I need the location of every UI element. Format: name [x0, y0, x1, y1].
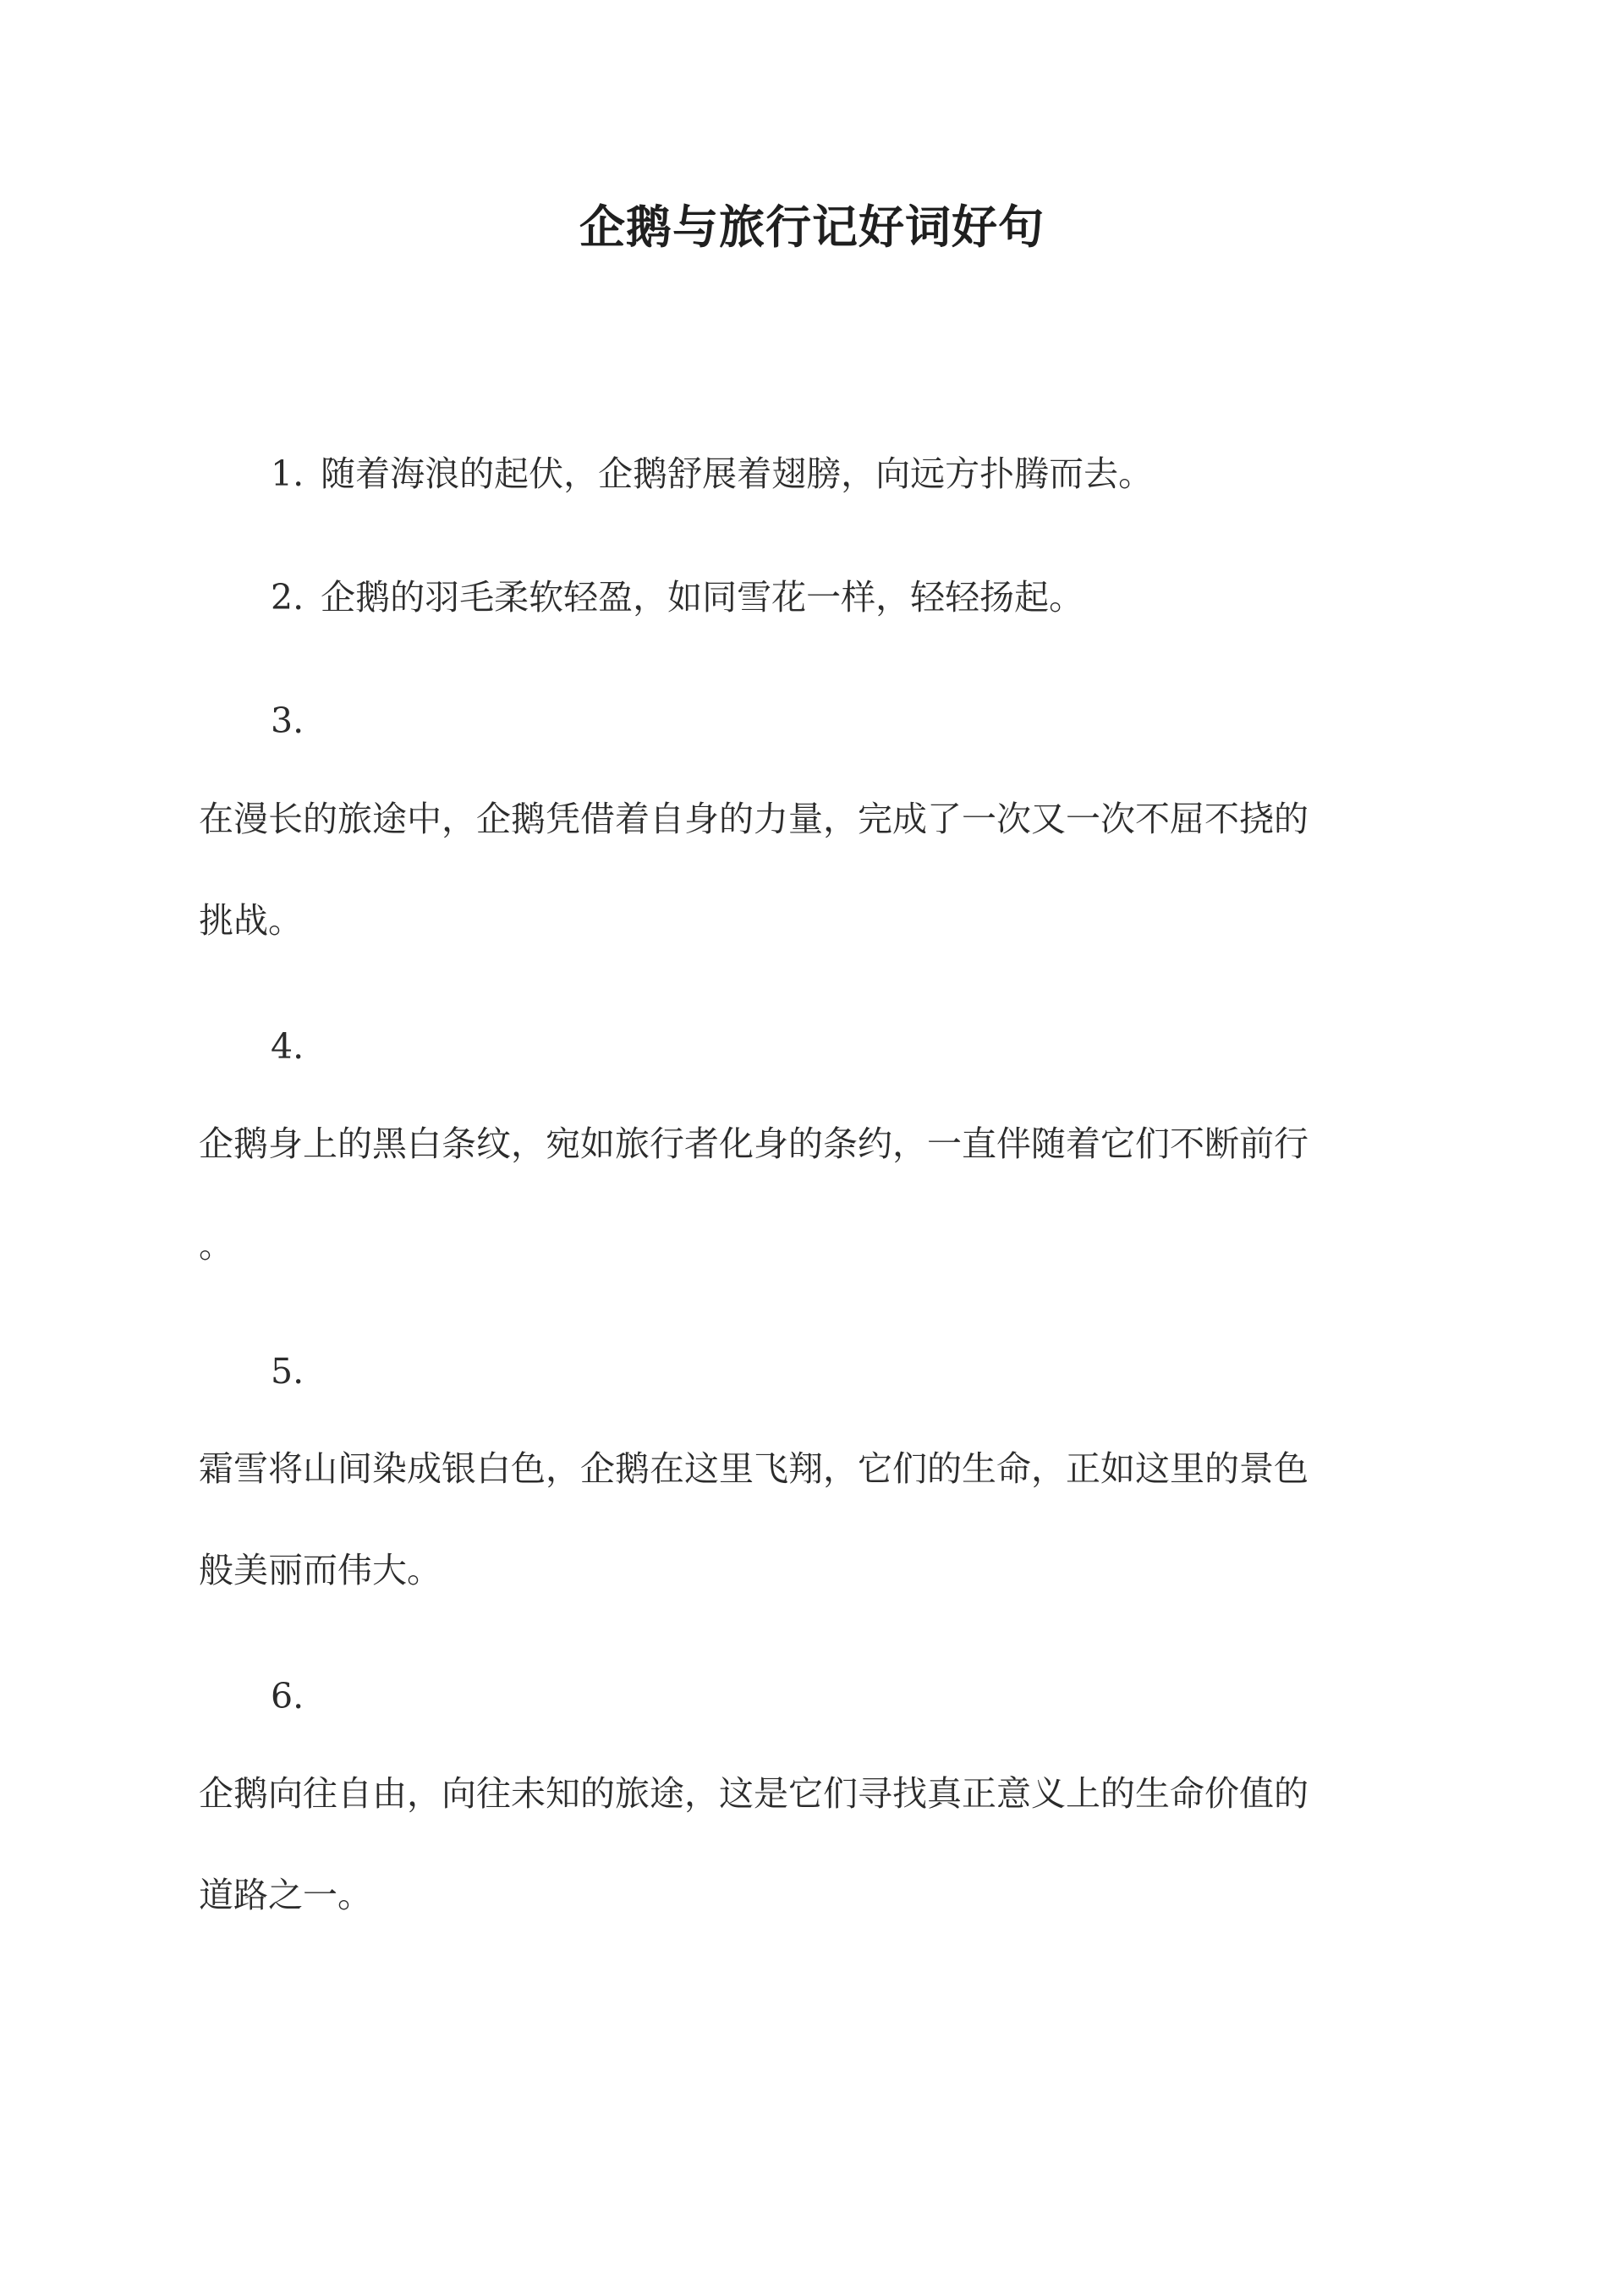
- item-number-4: 4.: [271, 1026, 304, 1067]
- list-item-2: [271, 572, 1084, 623]
- item-number-2: 2.: [271, 577, 304, 618]
- item-number-5: 5.: [271, 1351, 304, 1392]
- item-text-4-line-1: 企鹅身上的黑白条纹，宛如旅行者化身的条约，一直伴随着它们不断前行: [199, 1123, 1309, 1164]
- item-text-2: 企鹅的羽毛柔软轻盈，如同雪花一样，轻轻扬起。: [321, 577, 1084, 618]
- item-text-5-line-1: 霜雪将山间染成银白色，企鹅在这里飞翔，它们的生命，正如这里的景色: [199, 1448, 1309, 1489]
- item-text-1: 随着海浪的起伏，企鹅舒展着翅膀，向远方扑腾而去。: [321, 453, 1154, 494]
- item-number-1: 1.: [271, 453, 304, 494]
- item-number-6: 6.: [271, 1676, 304, 1717]
- item-text-6-line-2: 道路之一。: [199, 1875, 372, 1915]
- item-text-3-line-1: 在漫长的旅途中，企鹅凭借着自身的力量，完成了一次又一次不屈不挠的: [199, 799, 1309, 839]
- item-text-6-line-1: 企鹅向往自由，向往未知的旅途，这是它们寻找真正意义上的生命价值的: [199, 1773, 1309, 1814]
- item-text-4-line-2: 。: [199, 1225, 233, 1266]
- item-text-5-line-2: 般美丽而伟大。: [199, 1550, 442, 1590]
- item-text-3-line-2: 挑战。: [199, 900, 303, 941]
- item-number-3: 3.: [271, 700, 304, 741]
- list-item-1: [271, 448, 1153, 499]
- document-title: 企鹅与旅行记好词好句: [579, 200, 1045, 254]
